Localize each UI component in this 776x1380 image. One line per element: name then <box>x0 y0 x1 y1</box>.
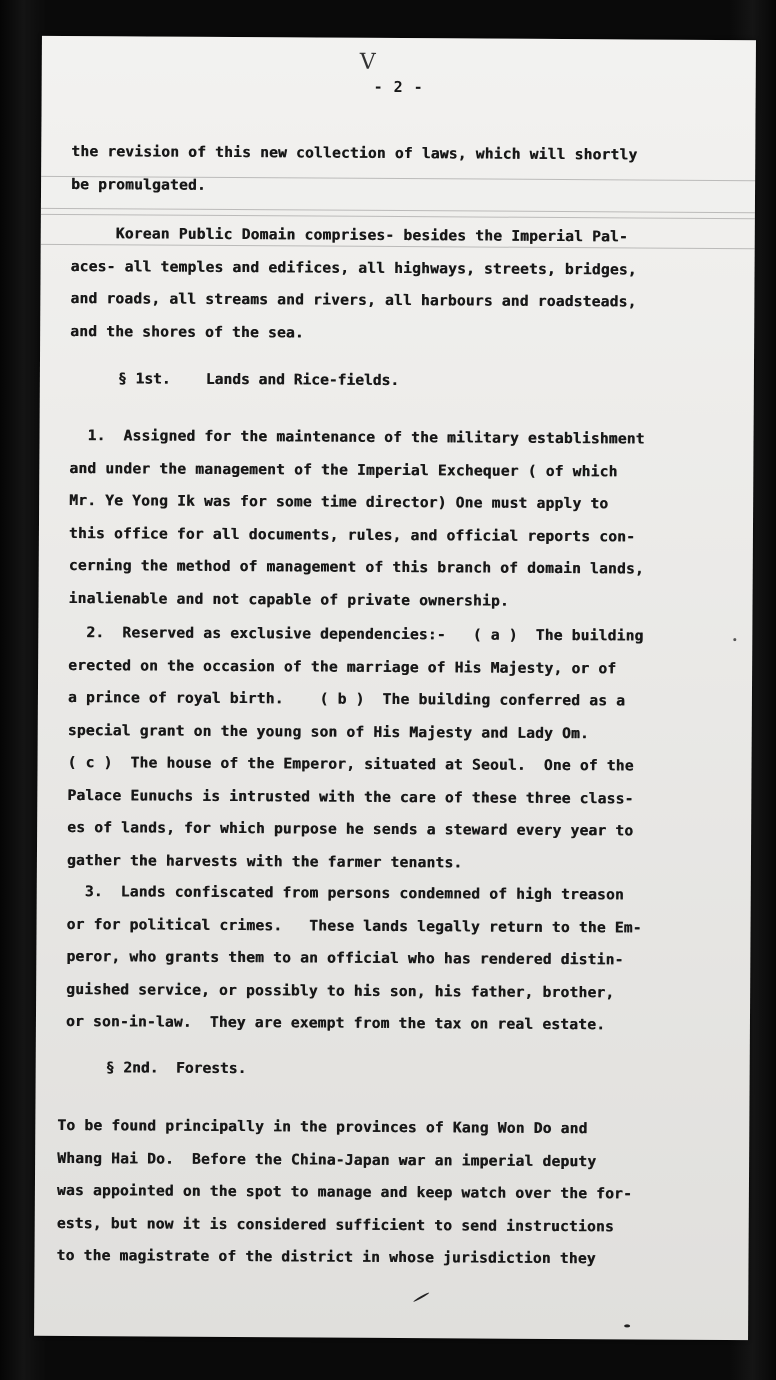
handwritten-mark: V <box>359 49 376 75</box>
section-heading-forests: § 2nd. Forests. <box>105 1059 247 1078</box>
document-page <box>34 36 756 1340</box>
ink-mark <box>413 1292 430 1303</box>
list-item-2: 2. Reserved as exclusive dependencies:- ( a ) The building erected on the occasion of the marriage of His Majesty, or of a prince of royal birth. ( b ) The building conferred as a special grant on the young son of His Majesty and Lady Om. ( c ) The house of the Emperor, situated at Seoul. One of the Palace Eunuchs is intrusted with the care of these three class- es of lands, for which purpose he sends a steward every year to gather the harvests with the farmer tenants. <box>66 624 644 871</box>
forests-paragraph: To be found principally in the provinces of Kang Won Do and Whang Hai Do. Before the China-Japan war an imperial deputy was appointed on the spot to manage and keep watch over the for- ests, but now it is considered sufficient to send instructions to the magistrate of the district in whose jurisdiction they <box>56 1116 633 1268</box>
list-item-3: 3. Lands confiscated from persons condemned of high treason or for political crimes. These lands legally return to the Em- peror, who grants them to an official who has rendered distin- guished service, or possibly to his son, his father, brother, or son-in-law. They are exempt from the tax on real estate. <box>65 882 642 1034</box>
list-item-1: 1. Assigned for the maintenance of the military establishment and under the management of the Imperial Exchequer ( of which Mr. Ye Yong Ik was for some time director) One must apply to this office for all documents, rules, and official reports con- cerning the method of management of this branch of domain lands, inalienable and not capable of private ownership. <box>68 427 645 610</box>
ink-speck <box>624 1324 630 1327</box>
ink-speck <box>733 638 736 641</box>
public-domain-paragraph: Korean Public Domain comprises- besides the Imperial Pal- aces- all temples and edifices, all highways, streets, bridges, and roads, all streams and rivers, all harbours and roadsteads, and the shores of the sea. <box>70 225 637 341</box>
section-heading-lands: § 1st. Lands and Rice-fields. <box>117 370 400 390</box>
page-number: - 2 - <box>373 77 424 97</box>
intro-paragraph: the revision of this new collection of laws, which will shortly be promulgated. <box>71 143 638 194</box>
